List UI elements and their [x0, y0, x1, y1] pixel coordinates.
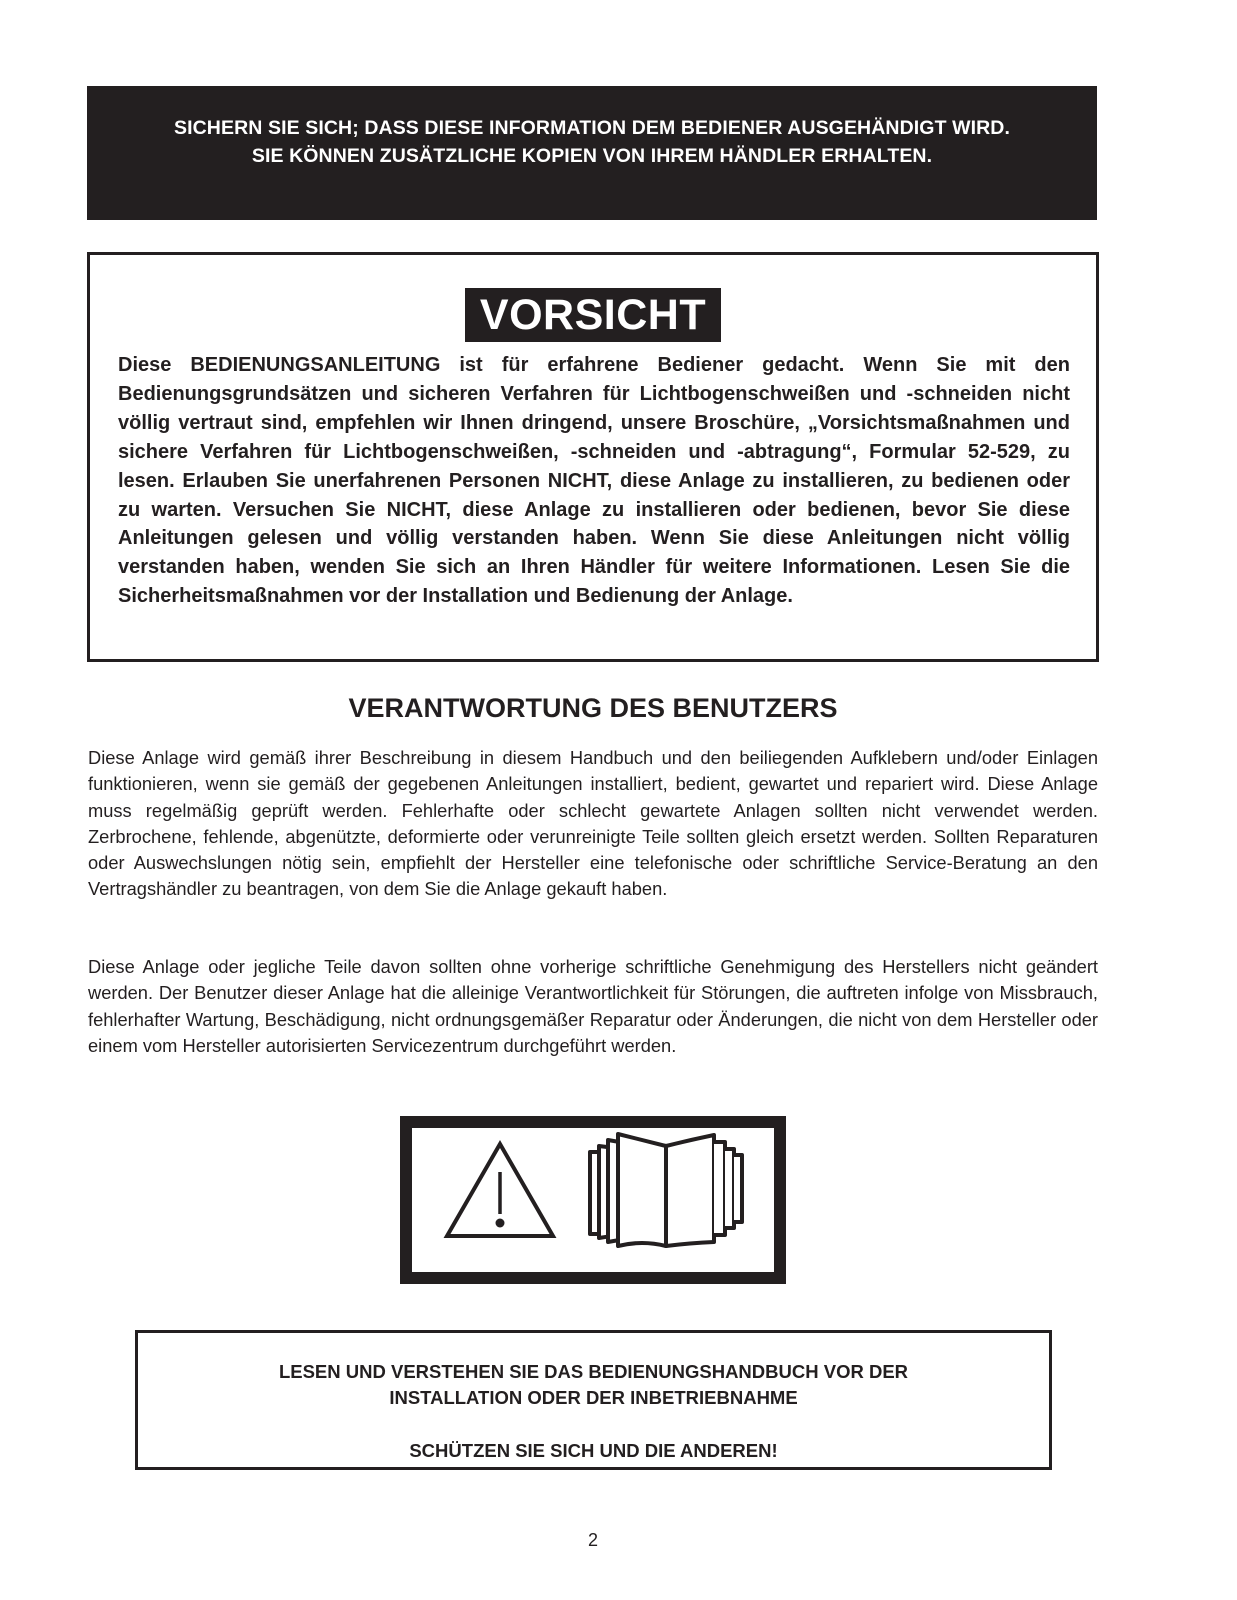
responsibility-paragraph-1: Diese Anlage wird gemäß ihrer Beschreibung in diesem Handbuch und den beiliegenden Aufklebern und/oder Einlagen funktionieren, wenn sie gemäß der gegebenen Anleitungen installiert, bedient, gewartet und repariert wird. Diese Anlage muss regelmäßig geprüft werden. Fehlerhafte oder schlecht gewartete Anlagen sollten nicht verwendet werden. Zerbrochene, fehlende, abgenützte, deformierte oder verunreinigte Teile sollten gleich ersetzt werden. Sollten Reparaturen oder Auswechslungen nötig sein, empfiehlt der Hersteller eine telefonische oder schriftliche Service-Beratung an den Vertragshändler zu beantragen, von dem Sie die Anlage gekauft haben.	[88, 747, 1098, 900]
caution-text: Diese BEDIENUNGSANLEITUNG ist für erfahrene Bediener gedacht. Wenn Sie mit den Bedienungsgrundsätzen und sicheren Verfahren für Lichtbogenschweißen und -schneiden nicht völlig vertraut sind, empfehlen wir Ihnen dringend, unsere Broschüre, „Vorsichtsmaßnahmen und sichere Verfahren für Lichtbogenschweißen, -schneiden und -abtragung“, Formular 52-529, zu lesen. Erlauben Sie unerfahrenen Personen NICHT, diese Anlage zu installieren, zu bedienen oder zu warten. Versuchen Sie NICHT, diese Anlage zu installieren oder bedienen, bevor Sie diese Anleitungen gelesen und völlig verstanden haben. Wenn Sie diese Anleitungen nicht völlig verstanden haben, wenden Sie sich an Ihren Händler für weitere Informationen. Lesen Sie die Sicherheitsmaßnahmen vor der Installation und Bedienung der Anlage.	[118, 354, 1070, 608]
safety-icons	[412, 1128, 774, 1272]
notice-line-2: INSTALLATION ODER DER INBETRIEBNAHME	[389, 1387, 798, 1408]
open-manual-icon	[590, 1134, 742, 1246]
caution-box	[87, 252, 1099, 662]
responsibility-paragraph-2: Diese Anlage oder jegliche Teile davon sollten ohne vorherige schriftliche Genehmigung des Herstellers nicht geändert werden. Der Benutzer dieser Anlage hat die alleinige Verantwortlichkeit für Störungen, die auftreten infolge von Missbrauch, fehlerhafter Wartung, Beschädigung, nicht ordnungsgemäßer Reparatur oder Änderungen, die nicht von dem Hersteller oder einem vom Hersteller autorisierten Servicezentrum durchgeführt werden.	[88, 956, 1098, 1056]
top-banner-line-2: SIE KÖNNEN ZUSÄTZLICHE KOPIEN VON IHREM HÄNDLER ERHALTEN.	[251, 145, 933, 167]
top-banner-line-1: SICHERN SIE SICH; DASS DIESE INFORMATION DEM BEDIENER AUSGEHÄNDIGT WIRD.	[174, 117, 1010, 139]
notice-box	[135, 1330, 1052, 1470]
safety-icon-panel	[400, 1116, 786, 1284]
notice-line-3: SCHÜTZEN SIE SICH UND DIE ANDEREN!	[409, 1440, 778, 1461]
responsibility-heading: VERANTWORTUNG DES BENUTZERS	[348, 693, 838, 723]
top-banner	[87, 86, 1097, 220]
caution-title: VORSICHT	[465, 288, 721, 342]
notice-line-1: LESEN UND VERSTEHEN SIE DAS BEDIENUNGSHANDBUCH VOR DER	[278, 1361, 909, 1382]
page-number: 2	[587, 1530, 598, 1550]
warning-triangle-icon	[447, 1144, 553, 1236]
caution-title-wrap	[90, 288, 1096, 342]
